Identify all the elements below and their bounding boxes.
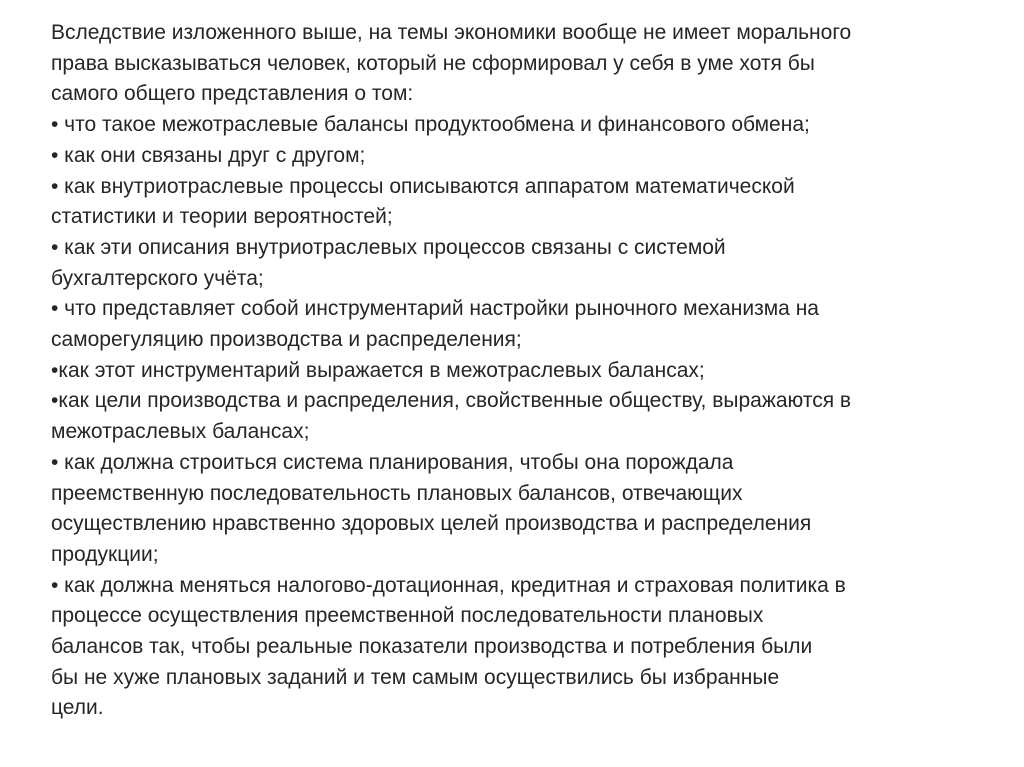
text-line: цели. [51,696,104,720]
bullet-line: • что представляет собой инструментарий настройки рыночного механизма на [51,297,819,321]
bullet-line: • как внутриотраслевые процессы описываются аппаратом математической [51,174,795,198]
bullet-line: • как эти описания внутриотраслевых процессов связаны с системой [51,235,726,259]
text-line: саморегуляцию производства и распределения; [51,328,522,352]
text-line: самого общего представления о том: [51,82,414,106]
text-line: права высказываться человек, который не сформировал у себя в уме хотя бы [51,51,815,75]
bullet-line: •как цели производства и распределения, свойственные обществу, выражаются в [51,389,852,413]
bullet-line: • что такое межотраслевые балансы продуктообмена и финансового обмена; [51,113,810,137]
bullet-line: • как должна меняться налогово-дотационная, кредитная и страховая политика в [51,573,846,597]
text-line: межотраслевых балансах; [51,420,310,444]
text-line: процессе осуществления преемственной последовательности плановых [51,604,764,628]
text-line: бы не хуже плановых заданий и тем самым осуществились бы избранные [51,665,780,689]
text-line: Вследствие изложенного выше, на темы экономики вообще не имеет морального [51,21,852,44]
text-line: статистики и теории вероятностей; [51,205,393,229]
slide-text [51,18,991,724]
bullet-line: • как они связаны друг с другом; [51,143,366,167]
text-line: преемственную последовательность плановых балансов, отвечающих [51,481,743,505]
text-line: балансов так, чтобы реальные показатели производства и потребления были [51,635,813,659]
text-line: осуществлению нравственно здоровых целей производства и распределения [51,512,812,536]
text-line: продукции; [51,542,159,566]
text-line: бухгалтерского учёта; [51,266,264,290]
bullet-line: • как должна строиться система планирования, чтобы она порождала [51,450,734,474]
bullet-line: •как этот инструментарий выражается в межотраслевых балансах; [51,358,705,382]
